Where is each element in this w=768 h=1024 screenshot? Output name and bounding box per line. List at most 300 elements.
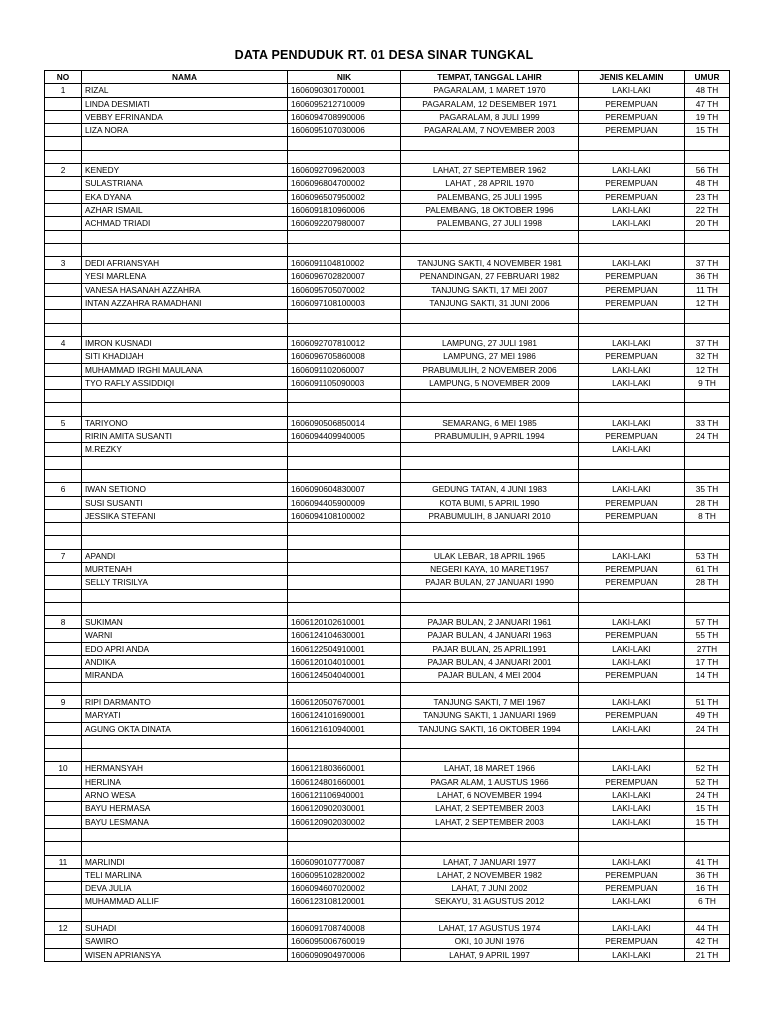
blank-row — [45, 589, 730, 602]
empty-cell — [401, 310, 579, 323]
cell-jenis-kelamin: PEREMPUAN — [579, 270, 685, 283]
cell-nama: IWAN SETIONO — [82, 483, 288, 496]
cell-umur: 28 TH — [685, 496, 730, 509]
cell-nama: YESI MARLENA — [82, 270, 288, 283]
cell-ttl: LAHAT, 7 JANUARI 1977 — [401, 855, 579, 868]
empty-cell — [685, 137, 730, 150]
empty-cell — [288, 403, 401, 416]
empty-cell — [401, 523, 579, 536]
empty-cell — [685, 908, 730, 921]
cell-nama: SELLY TRISILYA — [82, 576, 288, 589]
empty-cell — [579, 735, 685, 748]
empty-cell — [288, 323, 401, 336]
cell-jenis-kelamin: PEREMPUAN — [579, 350, 685, 363]
empty-cell — [82, 682, 288, 695]
empty-cell — [288, 137, 401, 150]
empty-cell — [579, 323, 685, 336]
cell-nama: SAWIRO — [82, 935, 288, 948]
empty-cell — [579, 523, 685, 536]
blank-row — [45, 243, 730, 256]
header-ttl: TEMPAT, TANGGAL LAHIR — [401, 71, 579, 84]
cell-nama: JESSIKA STEFANI — [82, 509, 288, 522]
empty-cell — [82, 589, 288, 602]
cell-nik: 1606120104010001 — [288, 656, 401, 669]
cell-jenis-kelamin: LAKI-LAKI — [579, 336, 685, 349]
cell-ttl: LAHAT, 2 SEPTEMBER 2003 — [401, 802, 579, 815]
cell-umur: 47 TH — [685, 97, 730, 110]
cell-ttl: PALEMBANG, 27 JULI 1998 — [401, 217, 579, 230]
cell-nik: 1606094405900009 — [288, 496, 401, 509]
cell-nik: 1606120902030001 — [288, 802, 401, 815]
table-row — [45, 177, 730, 190]
cell-jenis-kelamin: PEREMPUAN — [579, 509, 685, 522]
cell-umur: 24 TH — [685, 430, 730, 443]
cell-nama: LIZA NORA — [82, 124, 288, 137]
cell-jenis-kelamin: LAKI-LAKI — [579, 642, 685, 655]
cell-ttl: LAHAT, 6 NOVEMBER 1994 — [401, 789, 579, 802]
empty-cell — [288, 230, 401, 243]
empty-cell — [288, 749, 401, 762]
cell-umur: 12 TH — [685, 363, 730, 376]
cell-ttl: NEGERI KAYA, 10 MARET1957 — [401, 562, 579, 575]
empty-cell — [82, 230, 288, 243]
cell-umur: 35 TH — [685, 483, 730, 496]
empty-cell — [579, 589, 685, 602]
empty-cell — [401, 589, 579, 602]
cell-ttl: TANJUNG SAKTI, 7 MEI 1967 — [401, 695, 579, 708]
empty-cell — [401, 243, 579, 256]
cell-ttl: LAHAT, 17 AGUSTUS 1974 — [401, 922, 579, 935]
table-row — [45, 217, 730, 230]
cell-nik: 1606097108100003 — [288, 297, 401, 310]
blank-row — [45, 323, 730, 336]
cell-nik: 1606121610940001 — [288, 722, 401, 735]
table-row — [45, 336, 730, 349]
header-nik: NIK — [288, 71, 401, 84]
table-row — [45, 629, 730, 642]
cell-nik: 1606096804700002 — [288, 177, 401, 190]
cell-ttl: PAJAR BULAN, 4 JANUARI 1963 — [401, 629, 579, 642]
table-row — [45, 190, 730, 203]
cell-ttl: PAGARALAM, 12 DESEMBER 1971 — [401, 97, 579, 110]
cell-jenis-kelamin: PEREMPUAN — [579, 576, 685, 589]
empty-cell — [288, 908, 401, 921]
empty-cell — [579, 682, 685, 695]
empty-cell — [401, 390, 579, 403]
cell-no — [45, 656, 82, 669]
empty-cell — [45, 403, 82, 416]
empty-cell — [579, 230, 685, 243]
cell-no — [45, 97, 82, 110]
cell-nik: 1606094409940005 — [288, 430, 401, 443]
cell-ttl: TANJUNG SAKTI, 1 JANUARI 1969 — [401, 709, 579, 722]
empty-cell — [401, 137, 579, 150]
cell-nik: 1606090604830007 — [288, 483, 401, 496]
cell-ttl: PAJAR BULAN, 25 APRIL1991 — [401, 642, 579, 655]
cell-umur: 41 TH — [685, 855, 730, 868]
cell-nama: HERMANSYAH — [82, 762, 288, 775]
cell-umur: 14 TH — [685, 669, 730, 682]
empty-cell — [82, 536, 288, 549]
cell-no — [45, 430, 82, 443]
cell-ttl: PRABUMULIH, 9 APRIL 1994 — [401, 430, 579, 443]
cell-jenis-kelamin: PEREMPUAN — [579, 775, 685, 788]
blank-row — [45, 150, 730, 163]
page-title: DATA PENDUDUK RT. 01 DESA SINAR TUNGKAL — [234, 48, 534, 62]
cell-nama: ARNO WESA — [82, 789, 288, 802]
cell-no — [45, 868, 82, 881]
cell-jenis-kelamin: LAKI-LAKI — [579, 363, 685, 376]
cell-nama: APANDI — [82, 549, 288, 562]
header-nama: NAMA — [82, 71, 288, 84]
cell-nik: 1606120902030002 — [288, 815, 401, 828]
cell-nama: WISEN APRIANSYA — [82, 948, 288, 961]
table-row — [45, 616, 730, 629]
table-row — [45, 97, 730, 110]
cell-jenis-kelamin: PEREMPUAN — [579, 868, 685, 881]
cell-jenis-kelamin: PEREMPUAN — [579, 629, 685, 642]
cell-jenis-kelamin: LAKI-LAKI — [579, 895, 685, 908]
cell-umur: 20 TH — [685, 217, 730, 230]
blank-row — [45, 390, 730, 403]
empty-cell — [45, 602, 82, 615]
cell-nik: 1606096702820007 — [288, 270, 401, 283]
empty-cell — [288, 828, 401, 841]
cell-jenis-kelamin: LAKI-LAKI — [579, 203, 685, 216]
empty-cell — [685, 243, 730, 256]
cell-no — [45, 722, 82, 735]
cell-no — [45, 110, 82, 123]
cell-nik: 1606095107030006 — [288, 124, 401, 137]
empty-cell — [685, 828, 730, 841]
table-row — [45, 642, 730, 655]
cell-jenis-kelamin: LAKI-LAKI — [579, 443, 685, 456]
empty-cell — [288, 469, 401, 482]
cell-jenis-kelamin: LAKI-LAKI — [579, 549, 685, 562]
cell-jenis-kelamin: PEREMPUAN — [579, 709, 685, 722]
empty-cell — [401, 682, 579, 695]
blank-row — [45, 403, 730, 416]
cell-umur: 52 TH — [685, 775, 730, 788]
cell-nik: 1606091102060007 — [288, 363, 401, 376]
cell-umur: 36 TH — [685, 270, 730, 283]
empty-cell — [401, 735, 579, 748]
cell-nama: LINDA DESMIATI — [82, 97, 288, 110]
cell-nama: KENEDY — [82, 164, 288, 177]
table-row — [45, 376, 730, 389]
table-row — [45, 110, 730, 123]
empty-cell — [685, 536, 730, 549]
cell-no — [45, 562, 82, 575]
cell-jenis-kelamin: LAKI-LAKI — [579, 483, 685, 496]
cell-umur: 6 TH — [685, 895, 730, 908]
empty-cell — [401, 150, 579, 163]
cell-nama: BAYU LESMANA — [82, 815, 288, 828]
cell-jenis-kelamin: LAKI-LAKI — [579, 695, 685, 708]
empty-cell — [401, 602, 579, 615]
cell-nik: 1606091105090003 — [288, 376, 401, 389]
cell-ttl: PENANDINGAN, 27 FEBRUARI 1982 — [401, 270, 579, 283]
cell-ttl: PRABUMULIH, 8 JANUARI 2010 — [401, 509, 579, 522]
cell-nama: TYO RAFLY ASSIDDIQI — [82, 376, 288, 389]
cell-no — [45, 376, 82, 389]
empty-cell — [685, 390, 730, 403]
empty-cell — [45, 137, 82, 150]
cell-nama: SULASTRIANA — [82, 177, 288, 190]
cell-ttl: SEKAYU, 31 AGUSTUS 2012 — [401, 895, 579, 908]
table-row — [45, 656, 730, 669]
cell-nama: MIRANDA — [82, 669, 288, 682]
cell-no: 4 — [45, 336, 82, 349]
cell-jenis-kelamin: PEREMPUAN — [579, 297, 685, 310]
blank-row — [45, 602, 730, 615]
blank-row — [45, 230, 730, 243]
cell-no: 3 — [45, 257, 82, 270]
cell-no — [45, 775, 82, 788]
empty-cell — [45, 230, 82, 243]
cell-ttl: LAHAT, 18 MARET 1966 — [401, 762, 579, 775]
cell-nik: 1606095102820002 — [288, 868, 401, 881]
cell-nik: 1606096507950002 — [288, 190, 401, 203]
table-body — [45, 84, 730, 962]
cell-umur: 15 TH — [685, 815, 730, 828]
cell-nama: INTAN AZZAHRA RAMADHANI — [82, 297, 288, 310]
table-row — [45, 562, 730, 575]
table-row — [45, 350, 730, 363]
header-umur: UMUR — [685, 71, 730, 84]
empty-cell — [45, 150, 82, 163]
empty-cell — [685, 230, 730, 243]
cell-ttl — [401, 443, 579, 456]
cell-umur: 42 TH — [685, 935, 730, 948]
empty-cell — [82, 310, 288, 323]
cell-ttl: LAHAT, 9 APRIL 1997 — [401, 948, 579, 961]
cell-nik: 1606121106940001 — [288, 789, 401, 802]
cell-nik: 1606091810960006 — [288, 203, 401, 216]
table-row — [45, 762, 730, 775]
cell-no — [45, 496, 82, 509]
cell-ttl: OKI, 10 JUNI 1976 — [401, 935, 579, 948]
cell-no: 12 — [45, 922, 82, 935]
table-row — [45, 576, 730, 589]
cell-nama: HERLINA — [82, 775, 288, 788]
cell-umur: 21 TH — [685, 948, 730, 961]
empty-cell — [82, 390, 288, 403]
cell-nik: 1606095705070002 — [288, 283, 401, 296]
cell-jenis-kelamin: LAKI-LAKI — [579, 922, 685, 935]
cell-nama: VANESA HASANAH AZZAHRA — [82, 283, 288, 296]
cell-nik: 1606120102610001 — [288, 616, 401, 629]
cell-nama: SUHADI — [82, 922, 288, 935]
empty-cell — [579, 456, 685, 469]
cell-ttl: PALEMBANG, 18 OKTOBER 1996 — [401, 203, 579, 216]
cell-no — [45, 350, 82, 363]
cell-ttl: PAJAR BULAN, 27 JANUARI 1990 — [401, 576, 579, 589]
empty-cell — [45, 735, 82, 748]
cell-umur: 36 TH — [685, 868, 730, 881]
cell-no — [45, 203, 82, 216]
cell-ttl: PAJAR BULAN, 4 MEI 2004 — [401, 669, 579, 682]
empty-cell — [401, 403, 579, 416]
empty-cell — [288, 536, 401, 549]
cell-umur: 24 TH — [685, 722, 730, 735]
cell-no — [45, 177, 82, 190]
empty-cell — [82, 323, 288, 336]
cell-nik: 1606091104810002 — [288, 257, 401, 270]
cell-umur: 16 TH — [685, 882, 730, 895]
cell-umur: 37 TH — [685, 257, 730, 270]
empty-cell — [82, 137, 288, 150]
cell-jenis-kelamin: PEREMPUAN — [579, 283, 685, 296]
empty-cell — [579, 469, 685, 482]
empty-cell — [82, 602, 288, 615]
cell-no: 8 — [45, 616, 82, 629]
empty-cell — [579, 310, 685, 323]
cell-ttl: LAHAT, 2 SEPTEMBER 2003 — [401, 815, 579, 828]
population-table — [44, 70, 730, 962]
empty-cell — [45, 536, 82, 549]
table-row — [45, 84, 730, 97]
cell-nama: MARLINDI — [82, 855, 288, 868]
cell-ttl: PAGARALAM, 8 JULI 1999 — [401, 110, 579, 123]
cell-no — [45, 948, 82, 961]
cell-nik: 1606120507670001 — [288, 695, 401, 708]
cell-nama: AGUNG OKTA DINATA — [82, 722, 288, 735]
cell-nik — [288, 576, 401, 589]
cell-no — [45, 669, 82, 682]
header-jenis-kelamin: JENIS KELAMIN — [579, 71, 685, 84]
empty-cell — [401, 323, 579, 336]
cell-nama: MUHAMMAD IRGHI MAULANA — [82, 363, 288, 376]
cell-jenis-kelamin: LAKI-LAKI — [579, 416, 685, 429]
cell-jenis-kelamin: LAKI-LAKI — [579, 762, 685, 775]
cell-jenis-kelamin: PEREMPUAN — [579, 430, 685, 443]
cell-no — [45, 802, 82, 815]
cell-jenis-kelamin: LAKI-LAKI — [579, 164, 685, 177]
table-row — [45, 868, 730, 881]
cell-ttl: LAHAT, 7 JUNI 2002 — [401, 882, 579, 895]
empty-cell — [401, 828, 579, 841]
cell-jenis-kelamin: LAKI-LAKI — [579, 802, 685, 815]
cell-no — [45, 642, 82, 655]
cell-umur: 61 TH — [685, 562, 730, 575]
cell-jenis-kelamin: PEREMPUAN — [579, 669, 685, 682]
cell-nik: 1606095006760019 — [288, 935, 401, 948]
cell-jenis-kelamin: PEREMPUAN — [579, 562, 685, 575]
cell-nama: EKA DYANA — [82, 190, 288, 203]
empty-cell — [401, 908, 579, 921]
blank-row — [45, 469, 730, 482]
empty-cell — [288, 523, 401, 536]
empty-cell — [579, 137, 685, 150]
cell-jenis-kelamin: LAKI-LAKI — [579, 789, 685, 802]
cell-no — [45, 190, 82, 203]
empty-cell — [288, 589, 401, 602]
cell-jenis-kelamin: PEREMPUAN — [579, 935, 685, 948]
cell-nama: M.REZKY — [82, 443, 288, 456]
empty-cell — [288, 390, 401, 403]
cell-nama: WARNI — [82, 629, 288, 642]
empty-cell — [401, 749, 579, 762]
empty-cell — [82, 150, 288, 163]
cell-nik — [288, 549, 401, 562]
table-row — [45, 882, 730, 895]
table-row — [45, 669, 730, 682]
cell-nama: IMRON KUSNADI — [82, 336, 288, 349]
blank-row — [45, 310, 730, 323]
cell-nik: 1606123108120001 — [288, 895, 401, 908]
empty-cell — [579, 403, 685, 416]
cell-nik — [288, 562, 401, 575]
cell-umur — [685, 443, 730, 456]
cell-umur: 49 TH — [685, 709, 730, 722]
cell-nama: EDO APRI ANDA — [82, 642, 288, 655]
cell-nik: 1606124104630001 — [288, 629, 401, 642]
cell-umur: 11 TH — [685, 283, 730, 296]
cell-no: 11 — [45, 855, 82, 868]
cell-jenis-kelamin: LAKI-LAKI — [579, 217, 685, 230]
cell-umur: 48 TH — [685, 84, 730, 97]
cell-nik: 1606094108100002 — [288, 509, 401, 522]
cell-ttl: PAGARALAM, 1 MARET 1970 — [401, 84, 579, 97]
cell-no: 2 — [45, 164, 82, 177]
cell-no — [45, 270, 82, 283]
empty-cell — [685, 842, 730, 855]
cell-jenis-kelamin: LAKI-LAKI — [579, 257, 685, 270]
cell-umur: 33 TH — [685, 416, 730, 429]
empty-cell — [45, 243, 82, 256]
cell-nik: 1606122504910001 — [288, 642, 401, 655]
cell-nama: MUHAMMAD ALLIF — [82, 895, 288, 908]
table-row — [45, 509, 730, 522]
table-row — [45, 695, 730, 708]
cell-no — [45, 443, 82, 456]
table-row — [45, 496, 730, 509]
empty-cell — [685, 150, 730, 163]
cell-nik: 1606091708740008 — [288, 922, 401, 935]
cell-umur: 8 TH — [685, 509, 730, 522]
cell-ttl: SEMARANG, 6 MEI 1985 — [401, 416, 579, 429]
cell-jenis-kelamin: LAKI-LAKI — [579, 722, 685, 735]
empty-cell — [401, 469, 579, 482]
cell-umur: 23 TH — [685, 190, 730, 203]
cell-nama: BAYU HERMASA — [82, 802, 288, 815]
cell-nama: SUKIMAN — [82, 616, 288, 629]
cell-jenis-kelamin: PEREMPUAN — [579, 177, 685, 190]
cell-umur: 19 TH — [685, 110, 730, 123]
cell-jenis-kelamin: LAKI-LAKI — [579, 948, 685, 961]
cell-nama: MARYATI — [82, 709, 288, 722]
cell-nik: 1606124101690001 — [288, 709, 401, 722]
table-row — [45, 164, 730, 177]
table-row — [45, 416, 730, 429]
cell-umur: 9 TH — [685, 376, 730, 389]
cell-umur: 12 TH — [685, 297, 730, 310]
empty-cell — [401, 842, 579, 855]
cell-no — [45, 629, 82, 642]
cell-jenis-kelamin: LAKI-LAKI — [579, 376, 685, 389]
empty-cell — [579, 150, 685, 163]
table-row — [45, 124, 730, 137]
table-row — [45, 935, 730, 948]
cell-no: 10 — [45, 762, 82, 775]
cell-jenis-kelamin: PEREMPUAN — [579, 110, 685, 123]
cell-no — [45, 882, 82, 895]
empty-cell — [685, 456, 730, 469]
empty-cell — [685, 735, 730, 748]
empty-cell — [579, 602, 685, 615]
cell-no — [45, 509, 82, 522]
